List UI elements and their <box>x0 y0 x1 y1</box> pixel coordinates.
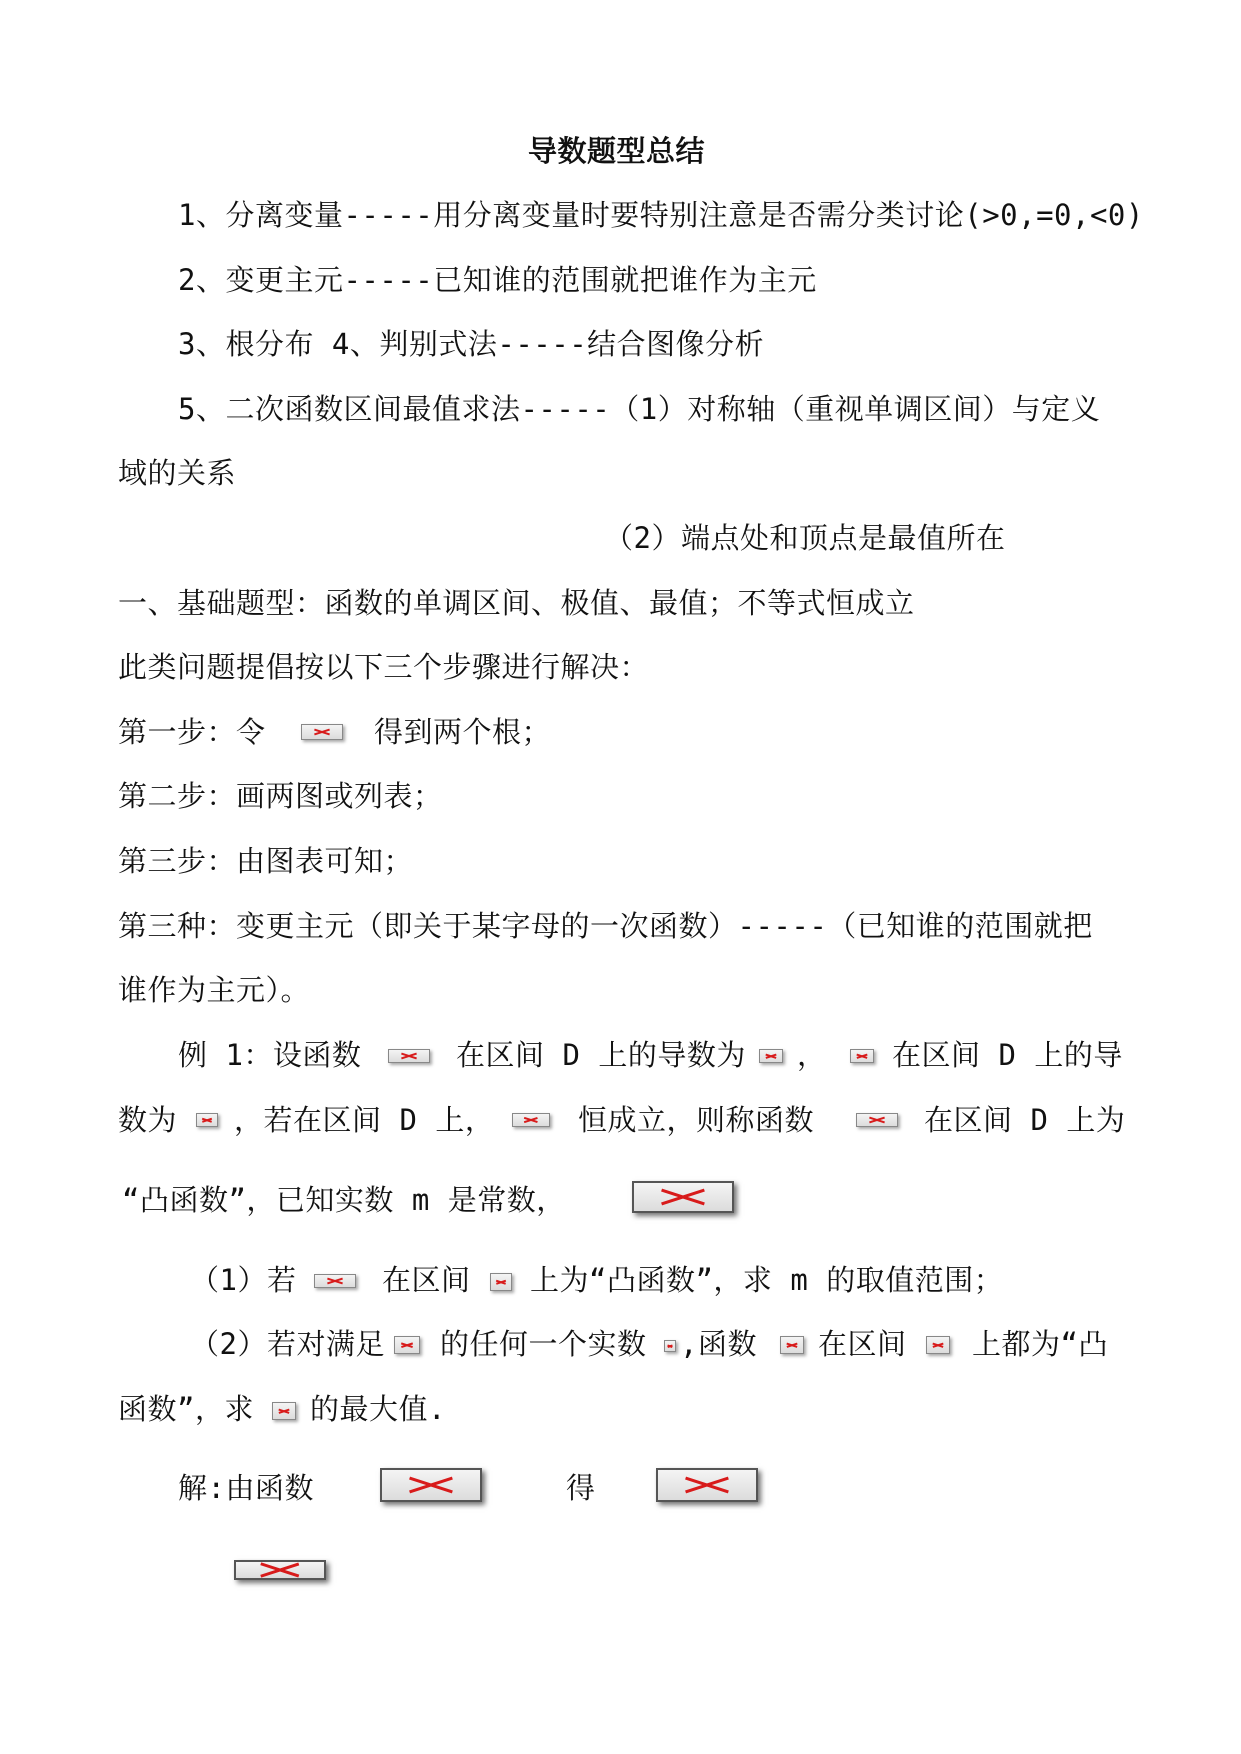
question-2: （2）若对满足 <box>190 1327 385 1361</box>
question-1-text: 在区间 <box>382 1263 471 1297</box>
example-text: 恒成立，则称函数 <box>578 1103 815 1137</box>
question-2-text: 上都为“凸 <box>972 1327 1108 1361</box>
example-text: 在区间 D 上的导数为 <box>456 1038 746 1072</box>
solution-text: 得 <box>566 1471 596 1505</box>
step-1-text: 得到两个根； <box>374 715 552 749</box>
section-heading: 一、基础题型：函数的单调区间、极值、最值；不等式恒成立 <box>118 586 915 620</box>
section-intro: 此类问题提倡按以下三个步骤进行解决： <box>118 650 650 684</box>
broken-formula-image <box>656 1468 758 1502</box>
broken-formula-image <box>780 1336 804 1354</box>
example-text: “凸函数”，已知实数 m 是常数， <box>122 1183 566 1217</box>
method-5: 5、二次函数区间最值求法-----（1）对称轴（重视单调区间）与定义 <box>178 392 1101 426</box>
solution-label: 解:由函数 <box>178 1471 314 1505</box>
broken-formula-image <box>856 1113 898 1127</box>
question-1-text: 上为“凸函数”，求 m 的取值范围； <box>530 1263 1004 1297</box>
broken-formula-image <box>512 1113 550 1127</box>
broken-formula-image <box>490 1273 512 1291</box>
broken-formula-image <box>664 1340 676 1352</box>
step-3: 第三步：由图表可知； <box>118 844 414 878</box>
broken-formula-image <box>380 1468 482 1502</box>
question-2-text: 的任何一个实数 <box>440 1327 647 1361</box>
broken-formula-image <box>301 724 343 740</box>
broken-formula-image <box>314 1274 356 1288</box>
method-2: 2、变更主元-----已知谁的范围就把谁作为主元 <box>178 263 817 297</box>
broken-formula-image <box>850 1049 874 1063</box>
example-text: 在区间 D 上为 <box>924 1103 1126 1137</box>
broken-formula-image <box>394 1336 420 1354</box>
example-text: 在区间 D 上的导 <box>892 1038 1123 1072</box>
question-2-cont: 的最大值. <box>310 1392 446 1426</box>
broken-formula-image <box>388 1049 430 1063</box>
example-text: 数为 <box>118 1103 178 1137</box>
type-3: 第三种：变更主元（即关于某字母的一次函数）-----（已知谁的范围就把 <box>118 909 1093 943</box>
question-1: （1）若 <box>190 1263 297 1297</box>
broken-formula-image <box>926 1336 950 1354</box>
step-2: 第二步：画两图或列表； <box>118 779 443 813</box>
broken-formula-image <box>234 1560 326 1580</box>
example-text: ， <box>797 1038 827 1072</box>
question-2-text: ,函数 <box>680 1327 757 1361</box>
method-5-part2: （2）端点处和顶点是最值所在 <box>604 521 1006 555</box>
method-5-cont: 域的关系 <box>118 456 237 490</box>
broken-formula-image <box>196 1113 218 1127</box>
question-2-text: 在区间 <box>818 1327 907 1361</box>
page-title: 导数题型总结 <box>528 134 706 168</box>
question-2-cont: 函数”，求 <box>118 1392 254 1426</box>
example-1-label: 例 1：设函数 <box>178 1038 362 1072</box>
step-1-label: 第一步：令 <box>118 715 266 749</box>
type-3-cont: 谁作为主元）。 <box>118 973 311 1007</box>
method-3-4: 3、根分布 4、判别式法-----结合图像分析 <box>178 327 765 361</box>
broken-formula-image <box>632 1181 734 1213</box>
broken-formula-image <box>759 1049 783 1063</box>
example-text: ，若在区间 D 上， <box>234 1103 495 1137</box>
broken-formula-image <box>272 1402 296 1420</box>
method-1: 1、分离变量-----用分离变量时要特别注意是否需分类讨论(>0,=0,<0) <box>178 198 1144 232</box>
